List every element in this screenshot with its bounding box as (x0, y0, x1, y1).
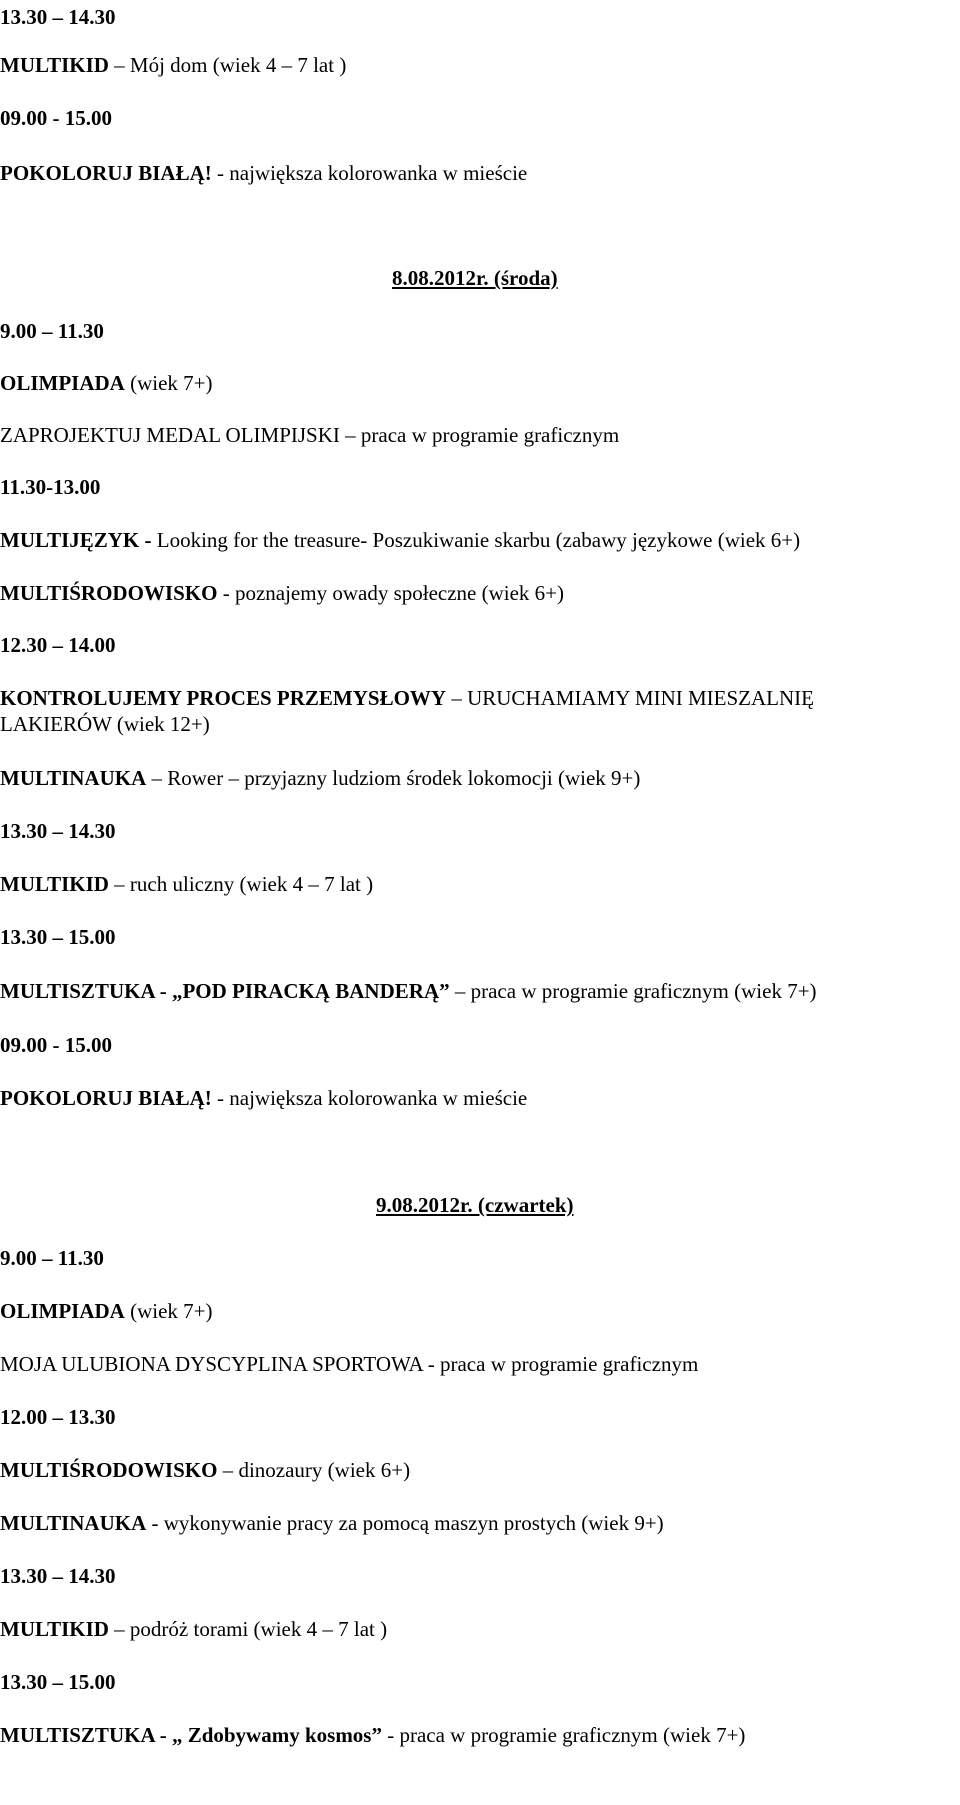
schedule-line (0, 765, 960, 791)
line-text: - wykonywanie pracy za pomocą maszyn prostych (wiek 9+) (146, 1511, 664, 1535)
line-text: ZAPROJEKTUJ MEDAL OLIMPIJSKI – praca w programie graficznym (0, 423, 620, 447)
line-text: (wiek 7+) (124, 1299, 213, 1323)
line-bold: 9.00 – 11.30 (0, 319, 104, 343)
line-text: – dinozaury (wiek 6+) (217, 1458, 411, 1482)
line-bold: MULTIKID (0, 53, 109, 77)
line-text: – praca w programie graficznym (wiek 7+) (449, 979, 817, 1003)
line-text: - praca w programie graficznym (wiek 7+) (381, 1723, 746, 1747)
schedule-line (0, 527, 960, 553)
line-text: – URUCHAMIAMY MINI MIESZALNIĘ LAKIERÓW (wiek 12+) (0, 686, 814, 736)
line-text: - największa kolorowanka w mieście (211, 161, 528, 185)
line-bold: 9.00 – 11.30 (0, 1246, 104, 1270)
line-bold: 09.00 - 15.00 (0, 106, 112, 130)
line-bold: MULTIJĘZYK - (0, 528, 152, 552)
line-text: - największa kolorowanka w mieście (211, 1086, 528, 1110)
schedule-line (0, 632, 960, 658)
line-bold: MULTIKID (0, 872, 109, 896)
schedule-line (0, 1669, 960, 1695)
schedule-line (0, 1616, 960, 1642)
schedule-line (0, 370, 960, 396)
line-bold: KONTROLUJEMY PROCES PRZEMYSŁOWY (0, 686, 447, 710)
schedule-line (0, 1351, 960, 1377)
schedule-line (0, 685, 930, 737)
schedule-line (0, 1404, 960, 1430)
schedule-line (0, 1032, 960, 1058)
line-bold: MULTIŚRODOWISKO (0, 581, 218, 605)
schedule-line (0, 4, 960, 30)
line-text: – ruch uliczny (wiek 4 – 7 lat ) (108, 872, 374, 896)
line-bold: MULTIKID (0, 1617, 109, 1641)
schedule-line (0, 1085, 960, 1111)
schedule-line (0, 924, 960, 950)
schedule-line (0, 474, 960, 500)
schedule-line (0, 1298, 960, 1324)
line-bold: 13.30 – 15.00 (0, 1670, 116, 1694)
line-bold: 13.30 – 15.00 (0, 925, 116, 949)
line-bold: POKOLORUJ BIAŁĄ! (0, 1086, 212, 1110)
schedule-line (0, 580, 960, 606)
line-bold: POKOLORUJ BIAŁĄ! (0, 161, 212, 185)
line-bold: 11.30-13.00 (0, 475, 101, 499)
schedule-line (0, 1563, 960, 1589)
line-bold: OLIMPIADA (0, 1299, 125, 1323)
date-heading: 8.08.2012r. (środa) (392, 266, 558, 290)
line-text: – Mój dom (wiek 4 – 7 lat ) (108, 53, 347, 77)
date-heading: 9.08.2012r. (czwartek) (376, 1193, 574, 1217)
line-bold: MULTISZTUKA - „POD PIRACKĄ BANDERĄ” (0, 979, 450, 1003)
schedule-line (0, 160, 960, 186)
line-text: MOJA ULUBIONA DYSCYPLINA SPORTOWA - praca w programie graficznym (0, 1352, 699, 1376)
line-bold: 13.30 – 14.30 (0, 819, 116, 843)
schedule-line (0, 1245, 960, 1271)
schedule-line (0, 978, 960, 1004)
line-bold: MULTIŚRODOWISKO (0, 1458, 218, 1482)
schedule-line (0, 52, 960, 78)
line-bold: 13.30 – 14.30 (0, 1564, 116, 1588)
line-text: – podróż torami (wiek 4 – 7 lat ) (108, 1617, 388, 1641)
schedule-line (0, 818, 960, 844)
line-bold: 13.30 – 14.30 (0, 5, 116, 29)
line-bold: OLIMPIADA (0, 371, 125, 395)
line-bold: 12.00 – 13.30 (0, 1405, 116, 1429)
line-bold: 12.30 – 14.00 (0, 633, 116, 657)
schedule-line (0, 105, 960, 131)
line-bold: MULTISZTUKA - „ Zdobywamy kosmos” (0, 1723, 382, 1747)
line-bold: MULTINAUKA (0, 1511, 147, 1535)
line-bold: MULTINAUKA (0, 766, 147, 790)
line-text: - poznajemy owady społeczne (wiek 6+) (217, 581, 565, 605)
schedule-line (0, 871, 960, 897)
schedule-line (0, 318, 960, 344)
schedule-line (0, 1722, 960, 1748)
schedule-line (0, 1457, 960, 1483)
schedule-line (0, 1510, 960, 1536)
schedule-line (0, 422, 960, 448)
line-text: – Rower – przyjazny ludziom środek lokomocji (wiek 9+) (146, 766, 641, 790)
line-text: (wiek 7+) (124, 371, 213, 395)
line-bold: 09.00 - 15.00 (0, 1033, 112, 1057)
line-text: Looking for the treasure- Poszukiwanie skarbu (zabawy językowe (wiek 6+) (151, 528, 801, 552)
